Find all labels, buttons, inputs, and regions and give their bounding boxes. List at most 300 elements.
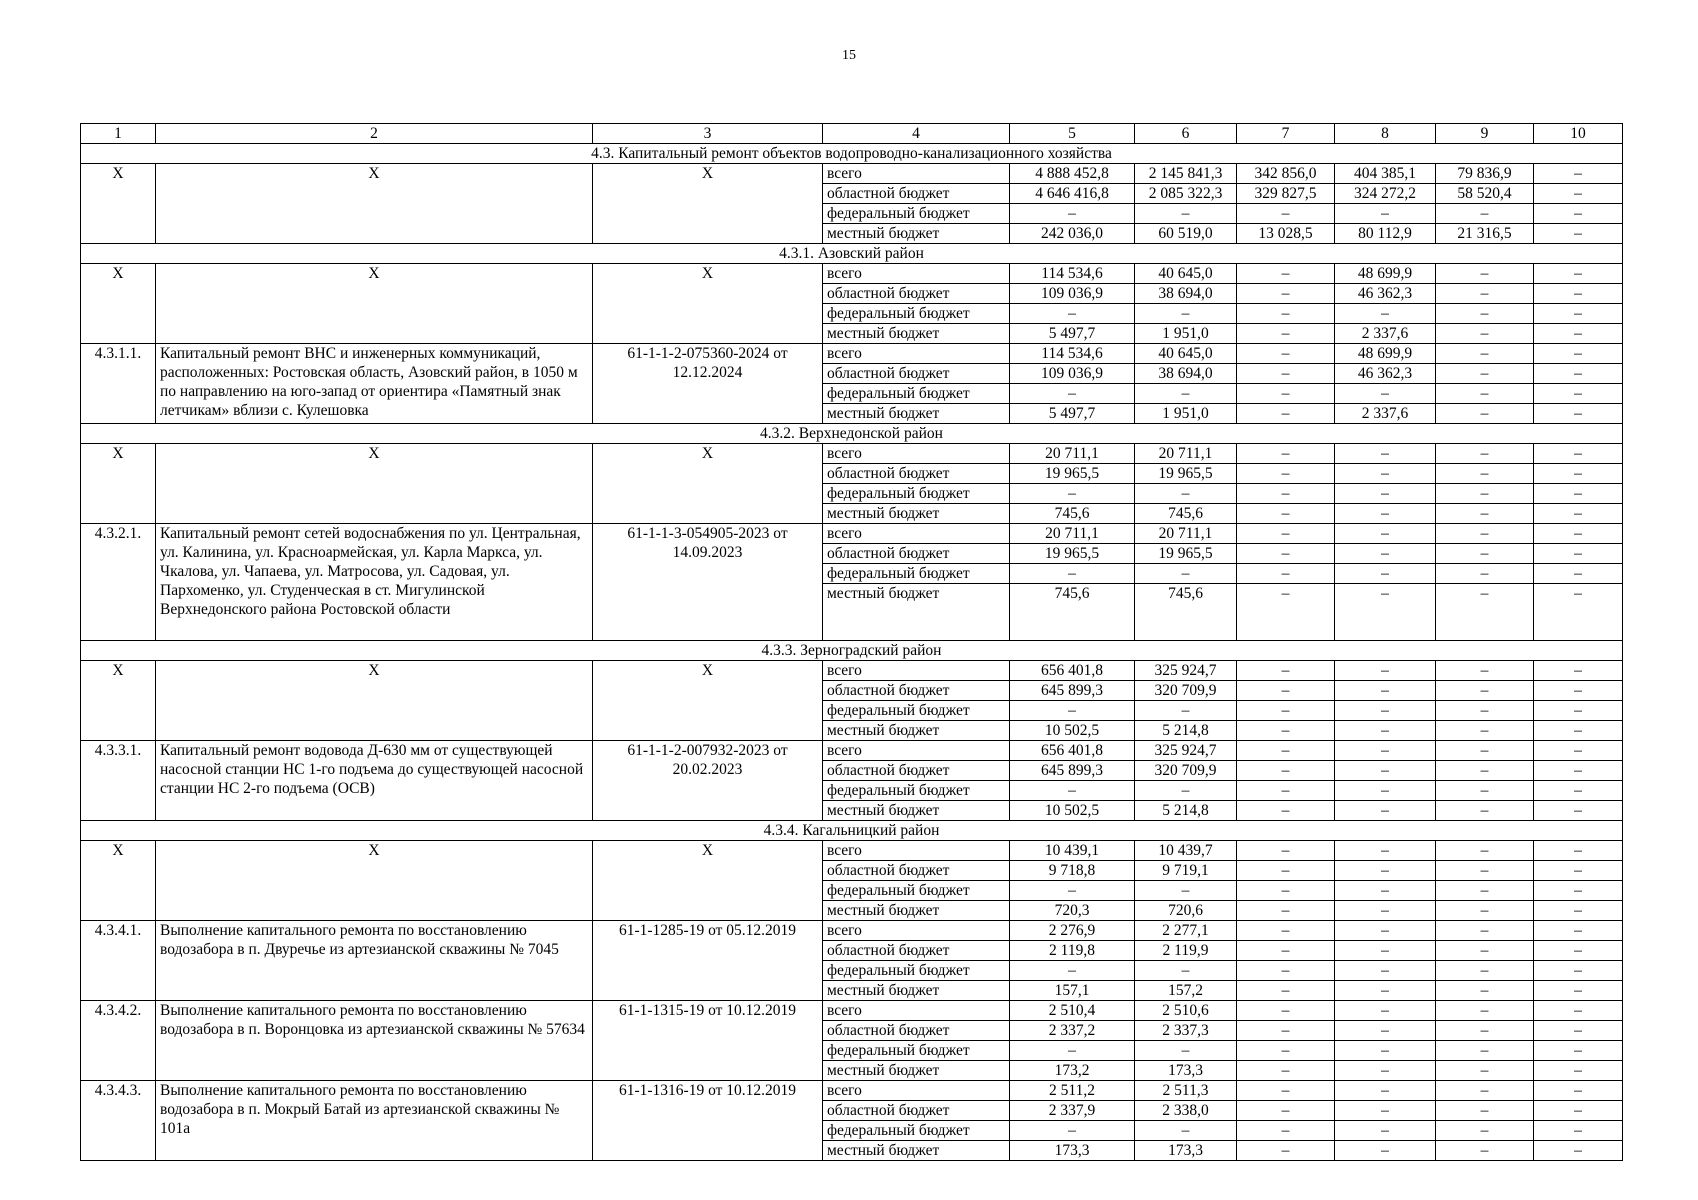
value-col-5: 2 511,2: [1010, 1081, 1135, 1101]
value-col-5: –: [1010, 304, 1135, 324]
value-col-9: –: [1436, 1021, 1534, 1041]
funding-source-label: всего: [823, 444, 1010, 464]
value-col-8: –: [1335, 564, 1436, 584]
total-marker: Х: [156, 264, 593, 344]
total-marker: Х: [81, 661, 156, 741]
total-marker: Х: [593, 444, 823, 524]
value-col-8: 404 385,1: [1335, 164, 1436, 184]
value-col-7: –: [1237, 701, 1335, 721]
value-col-10: –: [1534, 444, 1623, 464]
item-number: 4.3.4.2.: [81, 1001, 156, 1081]
value-col-9: –: [1436, 584, 1534, 641]
value-col-5: 645 899,3: [1010, 761, 1135, 781]
value-col-6: 38 694,0: [1135, 284, 1237, 304]
value-col-8: –: [1335, 881, 1436, 901]
funding-source-label: всего: [823, 164, 1010, 184]
value-col-5: 2 119,8: [1010, 941, 1135, 961]
funding-source-label: областной бюджет: [823, 681, 1010, 701]
value-col-6: –: [1135, 304, 1237, 324]
value-col-7: –: [1237, 444, 1335, 464]
funding-source-label: местный бюджет: [823, 224, 1010, 244]
value-col-6: 320 709,9: [1135, 681, 1237, 701]
value-col-7: –: [1237, 324, 1335, 344]
value-col-5: 4 646 416,8: [1010, 184, 1135, 204]
value-col-7: –: [1237, 1021, 1335, 1041]
value-col-8: –: [1335, 464, 1436, 484]
value-col-6: 2 085 322,3: [1135, 184, 1237, 204]
value-col-9: –: [1436, 524, 1534, 544]
value-col-5: 656 401,8: [1010, 661, 1135, 681]
funding-source-label: всего: [823, 264, 1010, 284]
value-col-6: 38 694,0: [1135, 364, 1237, 384]
value-col-10: –: [1534, 564, 1623, 584]
funding-source-label: всего: [823, 1081, 1010, 1101]
value-col-7: –: [1237, 1141, 1335, 1161]
funding-source-label: областной бюджет: [823, 364, 1010, 384]
item-number: 4.3.4.3.: [81, 1081, 156, 1161]
total-marker: Х: [156, 164, 593, 244]
value-col-6: –: [1135, 781, 1237, 801]
value-col-7: –: [1237, 801, 1335, 821]
value-col-6: 19 965,5: [1135, 544, 1237, 564]
value-col-7: –: [1237, 921, 1335, 941]
value-col-5: –: [1010, 484, 1135, 504]
value-col-8: –: [1335, 544, 1436, 564]
funding-source-label: всего: [823, 841, 1010, 861]
value-col-9: –: [1436, 921, 1534, 941]
funding-source-label: всего: [823, 921, 1010, 941]
value-col-5: 173,2: [1010, 1061, 1135, 1081]
total-marker: Х: [593, 164, 823, 244]
value-col-6: 325 924,7: [1135, 741, 1237, 761]
value-col-8: –: [1335, 741, 1436, 761]
value-col-7: –: [1237, 661, 1335, 681]
value-col-6: 2 119,9: [1135, 941, 1237, 961]
value-col-5: 19 965,5: [1010, 464, 1135, 484]
column-header-4: 4: [823, 124, 1010, 144]
value-col-5: –: [1010, 384, 1135, 404]
value-col-8: –: [1335, 1061, 1436, 1081]
value-col-10: –: [1534, 801, 1623, 821]
value-col-6: 5 214,8: [1135, 801, 1237, 821]
funding-source-label: местный бюджет: [823, 901, 1010, 921]
value-col-7: –: [1237, 464, 1335, 484]
table-row: [81, 1001, 1623, 1021]
item-number: 4.3.4.1.: [81, 921, 156, 1001]
value-col-8: –: [1335, 204, 1436, 224]
value-col-7: –: [1237, 264, 1335, 284]
funding-source-label: областной бюджет: [823, 544, 1010, 564]
funding-source-label: областной бюджет: [823, 1021, 1010, 1041]
value-col-5: 5 497,7: [1010, 324, 1135, 344]
value-col-9: –: [1436, 761, 1534, 781]
value-col-6: 325 924,7: [1135, 661, 1237, 681]
value-col-7: –: [1237, 384, 1335, 404]
value-col-5: 745,6: [1010, 504, 1135, 524]
value-col-7: 13 028,5: [1237, 224, 1335, 244]
funding-source-label: местный бюджет: [823, 404, 1010, 424]
value-col-8: –: [1335, 901, 1436, 921]
total-marker: Х: [81, 264, 156, 344]
value-col-9: –: [1436, 961, 1534, 981]
value-col-9: –: [1436, 721, 1534, 741]
column-header-3: 3: [593, 124, 823, 144]
funding-source-label: федеральный бюджет: [823, 384, 1010, 404]
value-col-10: –: [1534, 761, 1623, 781]
value-col-10: –: [1534, 264, 1623, 284]
value-col-6: –: [1135, 1121, 1237, 1141]
value-col-8: –: [1335, 504, 1436, 524]
value-col-8: –: [1335, 661, 1436, 681]
section-row: [81, 144, 1623, 164]
value-col-6: 320 709,9: [1135, 761, 1237, 781]
value-col-9: –: [1436, 701, 1534, 721]
value-col-6: 9 719,1: [1135, 861, 1237, 881]
total-marker: Х: [593, 661, 823, 741]
value-col-9: –: [1436, 841, 1534, 861]
value-col-9: –: [1436, 304, 1534, 324]
value-col-5: –: [1010, 781, 1135, 801]
item-number: 4.3.3.1.: [81, 741, 156, 821]
item-name: Выполнение капитального ремонта по восстановлению водозабора в п. Воронцовка из артезианской скважины № 57634: [156, 1001, 593, 1081]
funding-source-label: местный бюджет: [823, 721, 1010, 741]
column-header-9: 9: [1436, 124, 1534, 144]
value-col-6: 745,6: [1135, 504, 1237, 524]
expertise-document: 61-1-1-3-054905-2023 от 14.09.2023: [593, 524, 823, 641]
value-col-8: –: [1335, 1041, 1436, 1061]
value-col-9: 21 316,5: [1436, 224, 1534, 244]
section-row: [81, 424, 1623, 444]
value-col-6: –: [1135, 204, 1237, 224]
value-col-5: 720,3: [1010, 901, 1135, 921]
value-col-7: –: [1237, 404, 1335, 424]
table-row: [81, 661, 1623, 681]
funding-source-label: всего: [823, 524, 1010, 544]
expertise-document: 61-1-1315-19 от 10.12.2019: [593, 1001, 823, 1081]
value-col-7: –: [1237, 344, 1335, 364]
value-col-5: –: [1010, 1041, 1135, 1061]
funding-source-label: местный бюджет: [823, 1141, 1010, 1161]
section-title: 4.3.2. Верхнедонской район: [81, 424, 1623, 444]
value-col-5: –: [1010, 881, 1135, 901]
funding-source-label: областной бюджет: [823, 184, 1010, 204]
value-col-9: –: [1436, 404, 1534, 424]
value-col-10: –: [1534, 921, 1623, 941]
value-col-7: –: [1237, 881, 1335, 901]
value-col-6: 20 711,1: [1135, 444, 1237, 464]
total-marker: Х: [593, 841, 823, 921]
funding-source-label: федеральный бюджет: [823, 701, 1010, 721]
value-col-7: –: [1237, 1001, 1335, 1021]
value-col-8: 46 362,3: [1335, 364, 1436, 384]
value-col-10: –: [1534, 881, 1623, 901]
value-col-6: –: [1135, 564, 1237, 584]
funding-source-label: областной бюджет: [823, 761, 1010, 781]
value-col-8: 48 699,9: [1335, 264, 1436, 284]
value-col-9: –: [1436, 1141, 1534, 1161]
funding-source-label: областной бюджет: [823, 861, 1010, 881]
value-col-10: –: [1534, 741, 1623, 761]
value-col-9: –: [1436, 1101, 1534, 1121]
value-col-9: –: [1436, 384, 1534, 404]
column-header-7: 7: [1237, 124, 1335, 144]
value-col-5: 2 510,4: [1010, 1001, 1135, 1021]
value-col-7: –: [1237, 761, 1335, 781]
value-col-10: –: [1534, 981, 1623, 1001]
funding-source-label: областной бюджет: [823, 1101, 1010, 1121]
total-marker: Х: [593, 264, 823, 344]
value-col-10: –: [1534, 484, 1623, 504]
value-col-9: 79 836,9: [1436, 164, 1534, 184]
value-col-10: –: [1534, 681, 1623, 701]
funding-source-label: федеральный бюджет: [823, 781, 1010, 801]
value-col-10: –: [1534, 1041, 1623, 1061]
value-col-10: –: [1534, 544, 1623, 564]
page-number: 15: [842, 48, 856, 63]
value-col-5: 9 718,8: [1010, 861, 1135, 881]
value-col-5: 2 276,9: [1010, 921, 1135, 941]
value-col-10: –: [1534, 384, 1623, 404]
value-col-10: –: [1534, 344, 1623, 364]
value-col-6: –: [1135, 1041, 1237, 1061]
expertise-document: 61-1-1-2-075360-2024 от 12.12.2024: [593, 344, 823, 424]
value-col-6: 173,3: [1135, 1141, 1237, 1161]
value-col-5: 10 439,1: [1010, 841, 1135, 861]
value-col-10: –: [1534, 304, 1623, 324]
value-col-6: 173,3: [1135, 1061, 1237, 1081]
value-col-9: –: [1436, 344, 1534, 364]
value-col-10: –: [1534, 224, 1623, 244]
funding-source-label: федеральный бюджет: [823, 304, 1010, 324]
expertise-document: 61-1-1-2-007932-2023 от 20.02.2023: [593, 741, 823, 821]
value-col-9: –: [1436, 901, 1534, 921]
column-header-10: 10: [1534, 124, 1623, 144]
value-col-6: –: [1135, 384, 1237, 404]
value-col-8: –: [1335, 761, 1436, 781]
value-col-6: 720,6: [1135, 901, 1237, 921]
value-col-10: –: [1534, 781, 1623, 801]
value-col-8: –: [1335, 681, 1436, 701]
value-col-7: –: [1237, 304, 1335, 324]
table-row: [81, 444, 1623, 464]
funding-source-label: местный бюджет: [823, 1061, 1010, 1081]
section-row: [81, 821, 1623, 841]
value-col-10: –: [1534, 841, 1623, 861]
item-name: Выполнение капитального ремонта по восстановлению водозабора в п. Мокрый Батай из артезианской скважины № 101а: [156, 1081, 593, 1161]
value-col-8: –: [1335, 841, 1436, 861]
value-col-5: 745,6: [1010, 584, 1135, 641]
value-col-7: –: [1237, 1061, 1335, 1081]
value-col-8: –: [1335, 1001, 1436, 1021]
value-col-7: –: [1237, 841, 1335, 861]
expertise-document: 61-1-1285-19 от 05.12.2019: [593, 921, 823, 1001]
value-col-5: 5 497,7: [1010, 404, 1135, 424]
value-col-6: 2 337,3: [1135, 1021, 1237, 1041]
value-col-10: –: [1534, 861, 1623, 881]
value-col-7: –: [1237, 484, 1335, 504]
value-col-10: –: [1534, 584, 1623, 641]
value-col-8: 46 362,3: [1335, 284, 1436, 304]
funding-source-label: федеральный бюджет: [823, 961, 1010, 981]
value-col-9: –: [1436, 801, 1534, 821]
value-col-8: –: [1335, 384, 1436, 404]
total-marker: Х: [156, 841, 593, 921]
value-col-9: –: [1436, 861, 1534, 881]
value-col-7: –: [1237, 901, 1335, 921]
value-col-10: –: [1534, 504, 1623, 524]
funding-source-label: всего: [823, 344, 1010, 364]
section-title: 4.3. Капитальный ремонт объектов водопроводно-канализационного хозяйства: [81, 144, 1623, 164]
total-marker: Х: [81, 841, 156, 921]
value-col-8: –: [1335, 1141, 1436, 1161]
value-col-5: 2 337,9: [1010, 1101, 1135, 1121]
value-col-5: 20 711,1: [1010, 444, 1135, 464]
value-col-6: 2 338,0: [1135, 1101, 1237, 1121]
value-col-8: –: [1335, 584, 1436, 641]
funding-source-label: всего: [823, 1001, 1010, 1021]
value-col-9: –: [1436, 204, 1534, 224]
section-row: [81, 244, 1623, 264]
value-col-10: –: [1534, 524, 1623, 544]
value-col-8: –: [1335, 921, 1436, 941]
table-row: [81, 264, 1623, 284]
column-header-2: 2: [156, 124, 593, 144]
value-col-5: –: [1010, 961, 1135, 981]
value-col-9: –: [1436, 661, 1534, 681]
value-col-6: 40 645,0: [1135, 344, 1237, 364]
total-marker: Х: [156, 444, 593, 524]
value-col-7: –: [1237, 544, 1335, 564]
value-col-6: –: [1135, 484, 1237, 504]
value-col-7: –: [1237, 1121, 1335, 1141]
value-col-8: –: [1335, 524, 1436, 544]
value-col-6: 60 519,0: [1135, 224, 1237, 244]
value-col-5: 645 899,3: [1010, 681, 1135, 701]
value-col-7: –: [1237, 681, 1335, 701]
funding-source-label: федеральный бюджет: [823, 204, 1010, 224]
value-col-10: –: [1534, 204, 1623, 224]
value-col-10: –: [1534, 164, 1623, 184]
table-row: [81, 524, 1623, 544]
value-col-6: 40 645,0: [1135, 264, 1237, 284]
value-col-10: –: [1534, 1121, 1623, 1141]
value-col-10: –: [1534, 1141, 1623, 1161]
value-col-7: –: [1237, 961, 1335, 981]
total-marker: Х: [156, 661, 593, 741]
item-name: Капитальный ремонт ВНС и инженерных коммуникаций, расположенных: Ростовская область, Азовский район, в 1050 м по направлению на юго-запад от ориентира «Памятный знак летчикам» вблизи с. Кулешовка: [156, 344, 593, 424]
funding-source-label: местный бюджет: [823, 584, 1010, 641]
funding-source-label: федеральный бюджет: [823, 484, 1010, 504]
value-col-9: –: [1436, 564, 1534, 584]
funding-source-label: местный бюджет: [823, 504, 1010, 524]
value-col-10: –: [1534, 324, 1623, 344]
value-col-6: 1 951,0: [1135, 324, 1237, 344]
value-col-9: –: [1436, 324, 1534, 344]
value-col-10: –: [1534, 184, 1623, 204]
value-col-10: –: [1534, 284, 1623, 304]
budget-table: [80, 123, 1623, 1161]
value-col-10: –: [1534, 701, 1623, 721]
funding-source-label: федеральный бюджет: [823, 1121, 1010, 1141]
value-col-6: 745,6: [1135, 584, 1237, 641]
value-col-7: –: [1237, 584, 1335, 641]
value-col-9: –: [1436, 264, 1534, 284]
value-col-5: 2 337,2: [1010, 1021, 1135, 1041]
value-col-7: –: [1237, 1081, 1335, 1101]
value-col-5: 20 711,1: [1010, 524, 1135, 544]
funding-source-label: федеральный бюджет: [823, 881, 1010, 901]
value-col-9: –: [1436, 364, 1534, 384]
value-col-10: –: [1534, 961, 1623, 981]
value-col-8: –: [1335, 1121, 1436, 1141]
value-col-8: 2 337,6: [1335, 324, 1436, 344]
value-col-9: –: [1436, 1041, 1534, 1061]
value-col-8: 2 337,6: [1335, 404, 1436, 424]
value-col-8: –: [1335, 801, 1436, 821]
value-col-8: –: [1335, 781, 1436, 801]
table-row: [81, 344, 1623, 364]
value-col-6: –: [1135, 881, 1237, 901]
value-col-7: 342 856,0: [1237, 164, 1335, 184]
value-col-8: 324 272,2: [1335, 184, 1436, 204]
item-number: 4.3.2.1.: [81, 524, 156, 641]
value-col-8: –: [1335, 981, 1436, 1001]
value-col-9: –: [1436, 741, 1534, 761]
value-col-7: –: [1237, 504, 1335, 524]
section-title: 4.3.1. Азовский район: [81, 244, 1623, 264]
table-row: [81, 164, 1623, 184]
funding-source-label: всего: [823, 741, 1010, 761]
value-col-6: –: [1135, 961, 1237, 981]
value-col-7: –: [1237, 1101, 1335, 1121]
value-col-5: –: [1010, 1121, 1135, 1141]
section-row: [81, 641, 1623, 661]
value-col-8: –: [1335, 941, 1436, 961]
value-col-7: 329 827,5: [1237, 184, 1335, 204]
value-col-8: –: [1335, 484, 1436, 504]
value-col-5: 114 534,6: [1010, 264, 1135, 284]
value-col-9: –: [1436, 781, 1534, 801]
value-col-10: –: [1534, 1061, 1623, 1081]
value-col-6: 2 145 841,3: [1135, 164, 1237, 184]
value-col-8: –: [1335, 1081, 1436, 1101]
value-col-8: –: [1335, 861, 1436, 881]
value-col-9: –: [1436, 284, 1534, 304]
total-marker: Х: [81, 164, 156, 244]
value-col-5: 10 502,5: [1010, 721, 1135, 741]
column-header-5: 5: [1010, 124, 1135, 144]
value-col-6: –: [1135, 701, 1237, 721]
funding-source-label: федеральный бюджет: [823, 564, 1010, 584]
total-marker: Х: [81, 444, 156, 524]
value-col-9: –: [1436, 484, 1534, 504]
value-col-6: 20 711,1: [1135, 524, 1237, 544]
value-col-5: –: [1010, 564, 1135, 584]
value-col-5: –: [1010, 701, 1135, 721]
value-col-10: –: [1534, 901, 1623, 921]
value-col-6: 1 951,0: [1135, 404, 1237, 424]
value-col-10: –: [1534, 1021, 1623, 1041]
value-col-9: –: [1436, 504, 1534, 524]
table-row: [81, 741, 1623, 761]
value-col-8: –: [1335, 961, 1436, 981]
section-title: 4.3.3. Зерноградский район: [81, 641, 1623, 661]
value-col-9: –: [1436, 681, 1534, 701]
item-number: 4.3.1.1.: [81, 344, 156, 424]
value-col-8: –: [1335, 701, 1436, 721]
table-row: [81, 1081, 1623, 1101]
value-col-7: –: [1237, 564, 1335, 584]
